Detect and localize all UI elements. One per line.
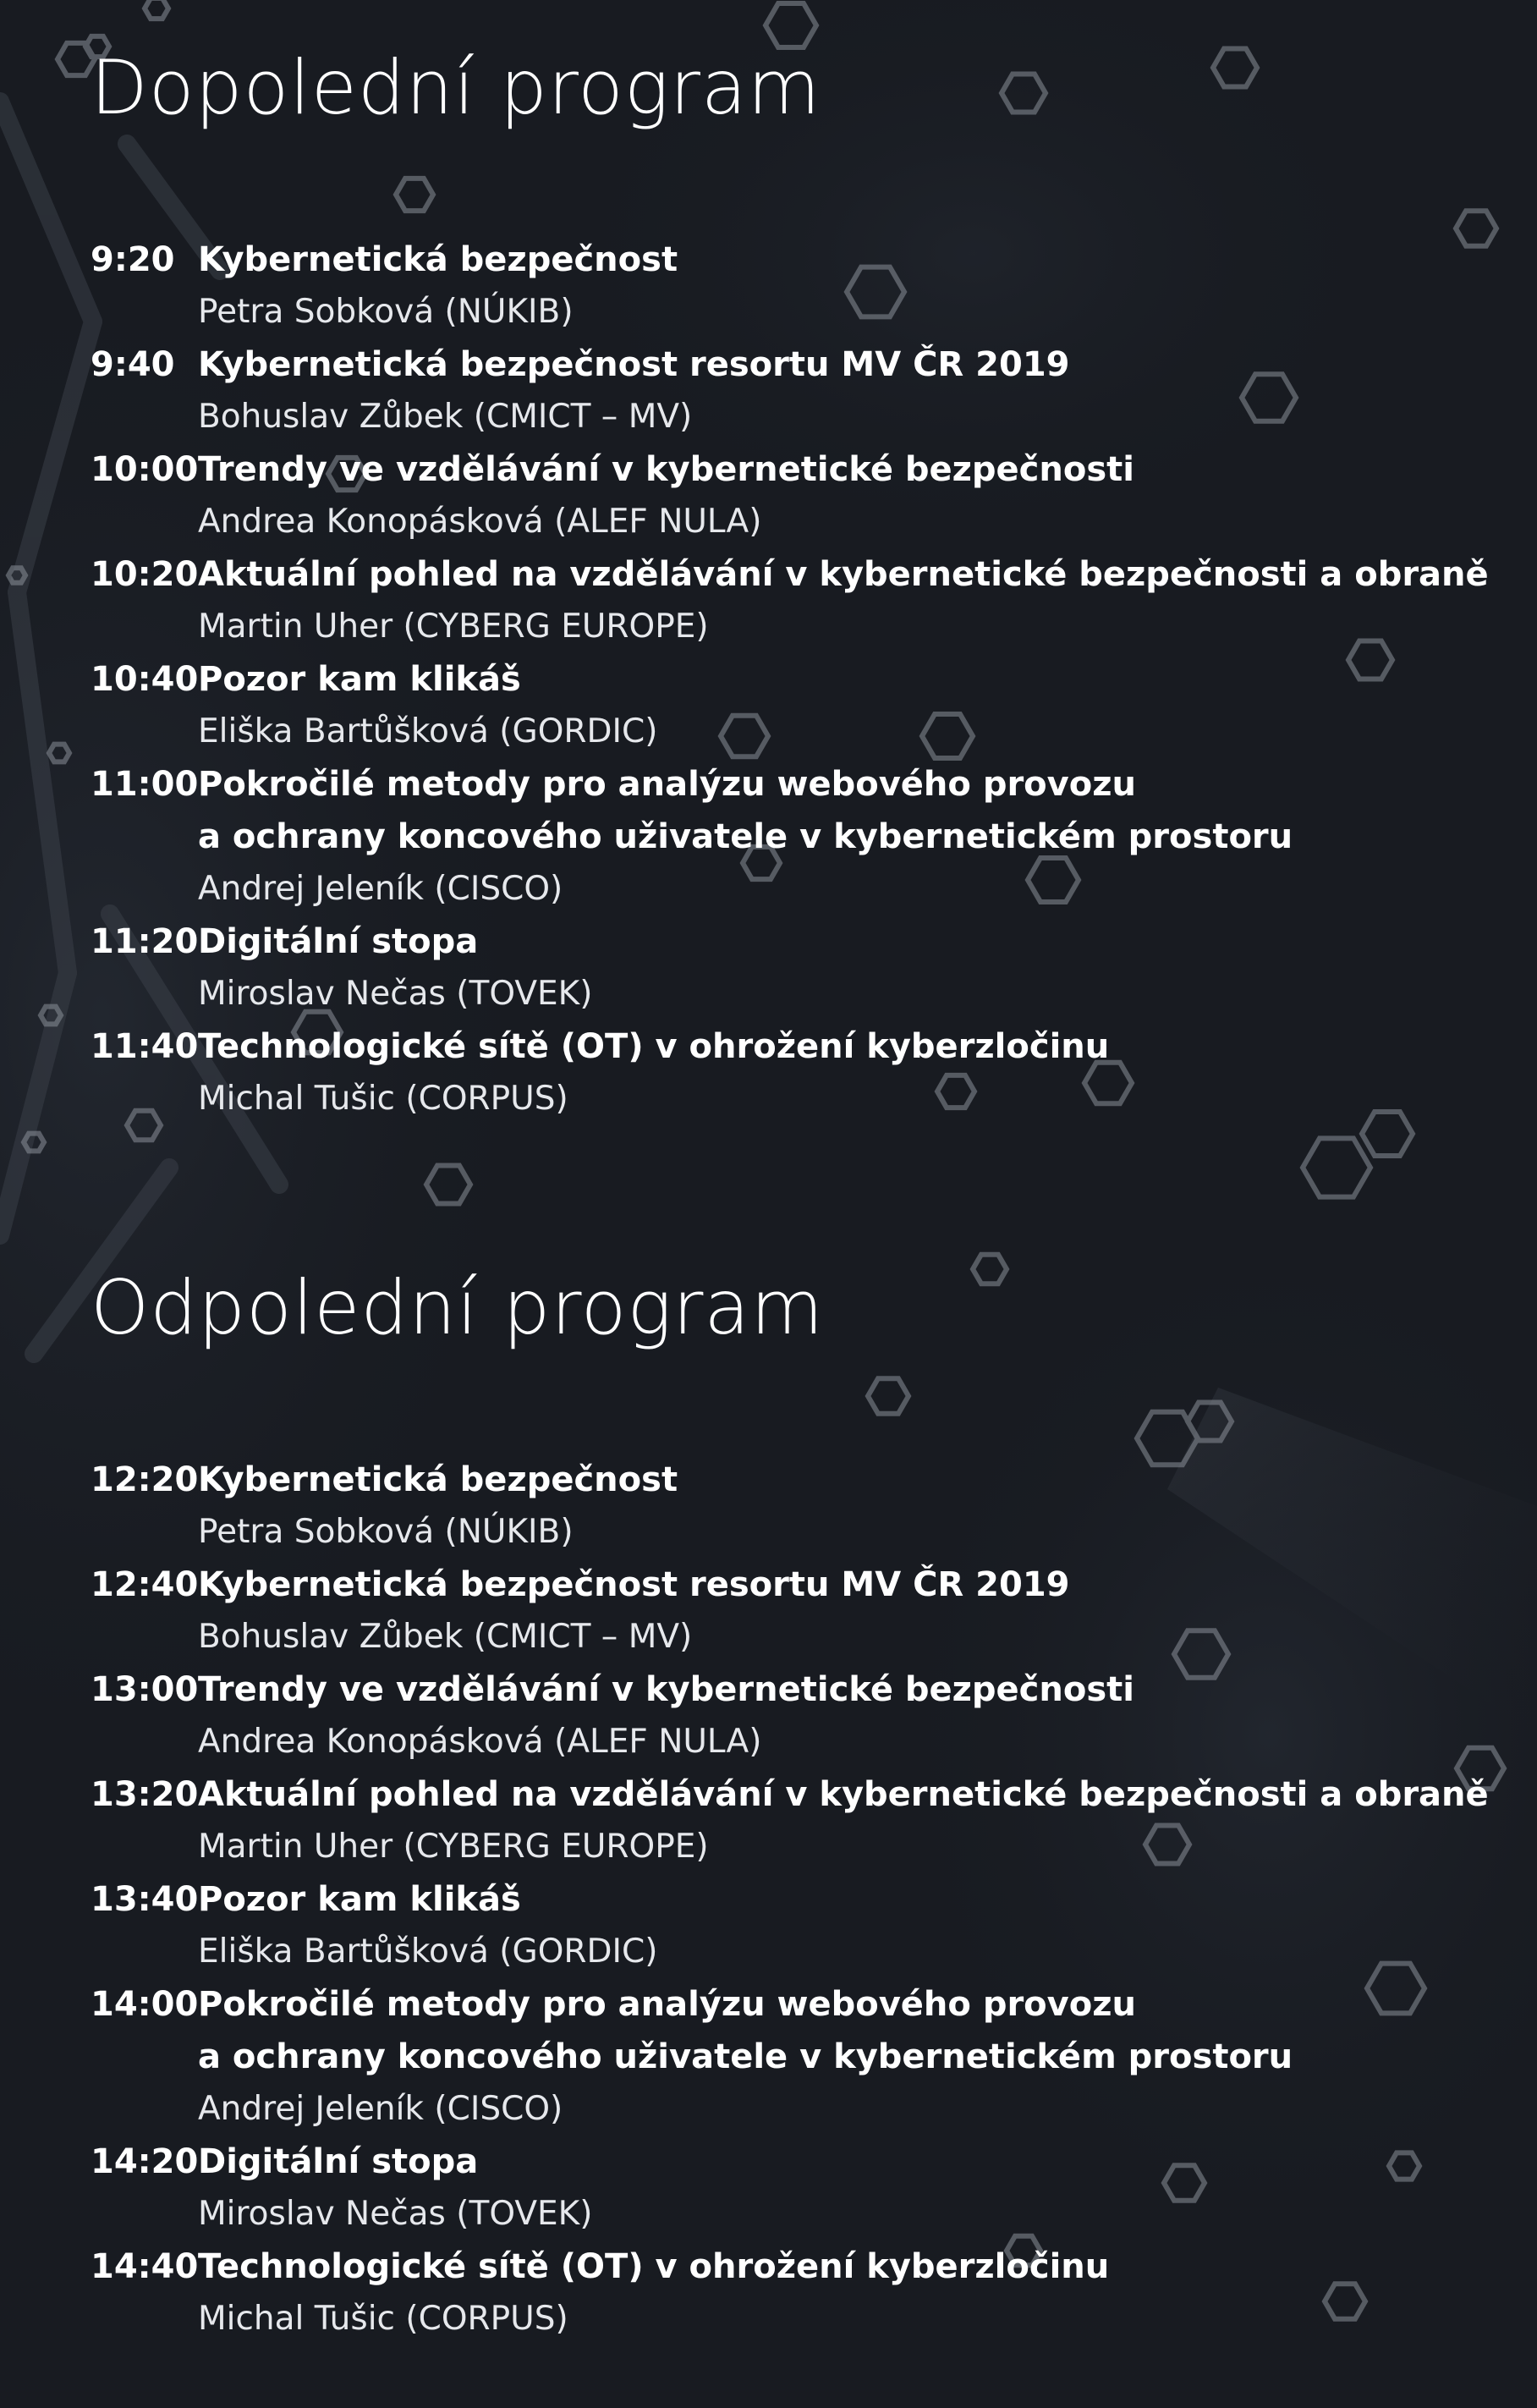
program-item-time: 12:40 <box>91 1565 199 1604</box>
program-item-time: 11:40 <box>91 1027 199 1066</box>
program-item <box>91 653 1512 758</box>
program-item-time: 10:20 <box>91 555 199 594</box>
program-item-speaker: Eliška Bartůšková (GORDIC) <box>198 1932 658 1971</box>
afternoon-program-section <box>91 1264 1512 2345</box>
program-item-title: Digitální stopa <box>198 922 479 961</box>
program-item-speaker: Petra Sobková (NÚKIB) <box>198 1513 574 1551</box>
program-item-speaker: Michal Tušic (CORPUS) <box>198 1080 568 1118</box>
program-item-speaker: Eliška Bartůšková (GORDIC) <box>198 712 658 750</box>
program-item-speaker: Martin Uher (CYBERG EUROPE) <box>198 1828 709 1866</box>
program-item-title: Technologické sítě (OT) v ohrožení kyberzločinu <box>198 1027 1110 1066</box>
morning-program-list <box>91 234 1512 1125</box>
program-item-time: 13:40 <box>91 1880 199 1919</box>
program-item-time: 14:20 <box>91 2142 199 2181</box>
program-item <box>91 2136 1512 2240</box>
program-item-title: Pokročilé metody pro analýzu webového provozu <box>198 1985 1136 2024</box>
program-item-speaker: Michal Tušic (CORPUS) <box>198 2300 568 2338</box>
program-item-speaker: Petra Sobková (NÚKIB) <box>198 293 574 331</box>
program-item-time: 11:00 <box>91 765 199 804</box>
program-item <box>91 1020 1512 1125</box>
program-item-time: 12:20 <box>91 1460 199 1499</box>
program-item-time: 11:20 <box>91 922 199 961</box>
program-item-speaker: Bohuslav Zůbek (CMICT – MV) <box>198 398 693 436</box>
program-item <box>91 443 1512 548</box>
program-item <box>91 758 1512 915</box>
program-item-title: Pokročilé metody pro analýzu webového provozu <box>198 765 1136 804</box>
program-item-speaker: Andrea Konopásková (ALEF NULA) <box>198 503 762 541</box>
program-item <box>91 1873 1512 1978</box>
program-item-speaker: Andrej Jeleník (CISCO) <box>198 870 563 908</box>
program-item <box>91 2240 1512 2345</box>
afternoon-program-title: Odpolední program <box>91 1264 825 1351</box>
program-item-title-continued: a ochrany koncového uživatele v kybernetickém prostoru <box>198 2037 1293 2076</box>
program-item-title-continued: a ochrany koncového uživatele v kybernetickém prostoru <box>198 817 1293 856</box>
program-item-speaker: Miroslav Nečas (TOVEK) <box>198 975 593 1013</box>
morning-program-title: Dopolední program <box>91 44 821 131</box>
program-item <box>91 338 1512 443</box>
program-item <box>91 1978 1512 2136</box>
afternoon-program-list <box>91 1454 1512 2345</box>
program-item-title: Technologické sítě (OT) v ohrožení kyberzločinu <box>198 2247 1110 2286</box>
morning-program-section <box>91 44 1512 1125</box>
program-item-title: Kybernetická bezpečnost <box>198 240 678 279</box>
program-item-time: 9:20 <box>91 240 175 279</box>
program-item-title: Kybernetická bezpečnost resortu MV ČR 2019 <box>198 1565 1070 1604</box>
program-item-time: 13:00 <box>91 1670 199 1709</box>
program-item <box>91 915 1512 1020</box>
program-item-title: Pozor kam klikáš <box>198 1880 521 1919</box>
program-item-title: Trendy ve vzdělávání v kybernetické bezpečnosti <box>198 450 1134 489</box>
program-item-speaker: Andrej Jeleník (CISCO) <box>198 2090 563 2128</box>
program-item-time: 9:40 <box>91 345 175 384</box>
program-item-title: Kybernetická bezpečnost resortu MV ČR 2019 <box>198 345 1070 384</box>
program-item-time: 10:40 <box>91 660 199 699</box>
program-item-time: 10:00 <box>91 450 199 489</box>
program-item <box>91 1454 1512 1559</box>
program-item-speaker: Martin Uher (CYBERG EUROPE) <box>198 607 709 646</box>
program-item <box>91 1559 1512 1663</box>
program-item-time: 14:00 <box>91 1985 199 2024</box>
program-item <box>91 1663 1512 1768</box>
program-item-speaker: Bohuslav Zůbek (CMICT – MV) <box>198 1618 693 1656</box>
program-item-title: Aktuální pohled na vzdělávání v kybernetické bezpečnosti a obraně <box>198 1775 1489 1814</box>
program-item-speaker: Miroslav Nečas (TOVEK) <box>198 2195 593 2233</box>
program-item-time: 13:20 <box>91 1775 199 1814</box>
program-item <box>91 548 1512 653</box>
program-item-title: Trendy ve vzdělávání v kybernetické bezpečnosti <box>198 1670 1134 1709</box>
program-item-speaker: Andrea Konopásková (ALEF NULA) <box>198 1723 762 1761</box>
program-item-time: 14:40 <box>91 2247 199 2286</box>
program-item-title: Aktuální pohled na vzdělávání v kybernetické bezpečnosti a obraně <box>198 555 1489 594</box>
program-item-title: Pozor kam klikáš <box>198 660 521 699</box>
program-item <box>91 234 1512 338</box>
program-item <box>91 1768 1512 1873</box>
program-item-title: Kybernetická bezpečnost <box>198 1460 678 1499</box>
program-item-title: Digitální stopa <box>198 2142 479 2181</box>
